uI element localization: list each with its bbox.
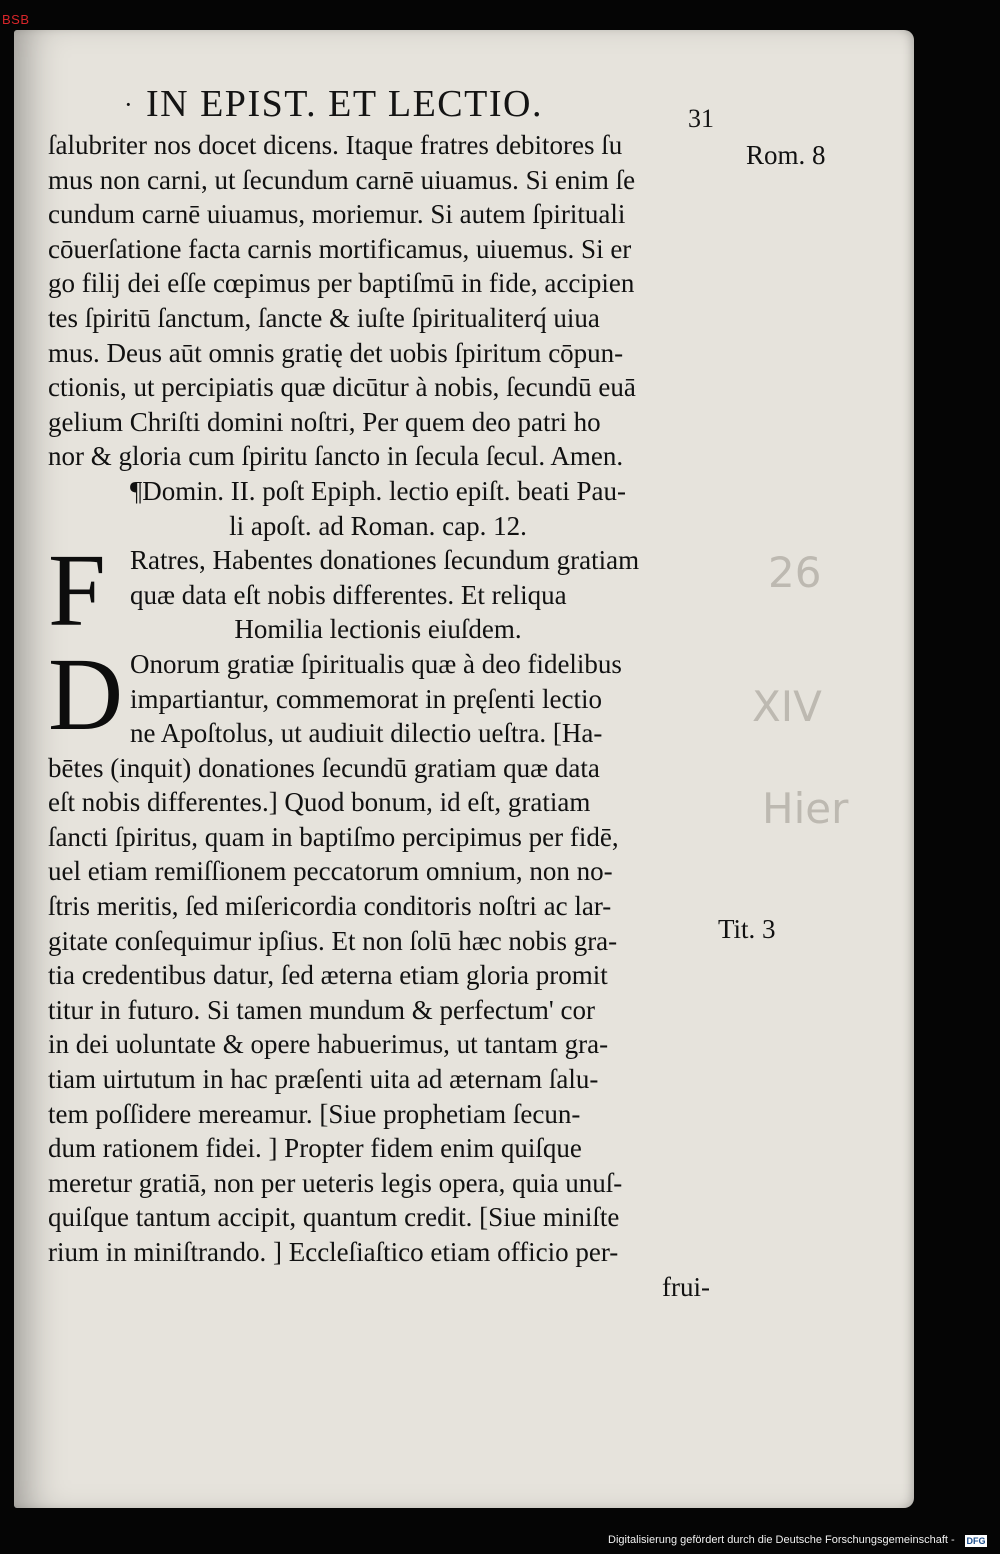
text-line: tiam uirtutum in hac præſenti uita ad æternam ſalu- xyxy=(48,1064,599,1095)
text-line: cundum carnē uiuamus, moriemur. Si autem ſpirituali xyxy=(48,199,626,230)
text-line: gitate conſequimur ipſius. Et non ſolū hæc nobis gra- xyxy=(48,925,618,956)
text-line: mus. Deus aūt omnis gratię det uobis ſpiritum cōpun- xyxy=(48,337,624,368)
lection-heading: ¶Domin. II. poſt Epiph. lectio epiſt. beati Pau- xyxy=(130,475,626,506)
text-line: rium in miniſtrando. ] Eccleſiaſtico etiam officio per- xyxy=(48,1237,619,1267)
text-line: tem poſſidere mereamur. [Siue prophetiam ſecun- xyxy=(48,1098,581,1129)
dfg-logo: DFG xyxy=(966,1536,986,1546)
folio-number: 31 xyxy=(688,104,714,133)
text-line: titur in futuro. Si tamen mundum & perfectum' cor xyxy=(48,994,596,1025)
text-line: quiſque tantum accipit, quantum credit. [Siue miniſte xyxy=(48,1202,620,1233)
text-line: uel etiam remiſſionem peccatorum omnium, non no- xyxy=(48,856,613,887)
pencil-note: XIV xyxy=(752,682,822,731)
text-line: Onorum gratiæ ſpiritualis quæ à deo fidelibus xyxy=(130,648,622,679)
text-line: ne Apoſtolus, ut audiuit dilectio ueſtra. [Ha- xyxy=(130,718,603,749)
text-line: gelium Chriſti domini noſtri, Per quem deo patri ho xyxy=(48,406,601,437)
text-line: eſt nobis differentes.] Quod bonum, id eſt, gratiam xyxy=(48,787,591,818)
text-line: cōuerſatione facta carnis mortificamus, uiuemus. Si er xyxy=(48,233,632,264)
catchword: frui- xyxy=(662,1271,710,1302)
text-line: ſalubriter nos docet dicens. Itaque fratres debitores ſu xyxy=(48,130,623,160)
drop-capital-d: D xyxy=(48,636,124,752)
pencil-note: 26 xyxy=(768,548,822,597)
text-line: ſtris meritis, ſed miſericordia conditoris noſtri ac lar- xyxy=(48,891,612,922)
text-line: Ratres, Habentes donationes ſecundum gratiam xyxy=(130,545,640,576)
text-line: tia credentibus datur, ſed æterna etiam gloria promit xyxy=(48,960,608,991)
main-text-block xyxy=(48,128,748,1304)
marginal-reference-rom: Rom. 8 xyxy=(746,140,826,170)
library-mark: BSB xyxy=(2,12,30,27)
text-line: dum rationem fidei. ] Propter fidem enim quiſque xyxy=(48,1133,582,1164)
drop-capital-f: F xyxy=(48,533,106,649)
text-line: impartiantur, commemorat in pręſenti lectio xyxy=(130,683,603,714)
text-line: ſancti ſpiritus, quam in baptiſmo percipimus per fidē, xyxy=(48,821,619,852)
text-line: in dei uoluntate & opere habuerimus, ut tantam gra- xyxy=(48,1029,609,1060)
footer-credit: Digitalisierung gefördert durch die Deutsche Forschungsgemeinschaft - xyxy=(608,1534,955,1546)
running-head-title: IN EPIST. ET LECTIO. xyxy=(146,83,543,125)
initial-paragraph-d xyxy=(48,636,748,752)
text-line: nor & gloria cum ſpiritu ſancto in ſecula ſecul. Amen. xyxy=(48,441,624,472)
marginal-reference-tit: Tit. 3 xyxy=(718,914,776,944)
text-line: bētes (inquit) donationes ſecundū gratiam quæ data xyxy=(48,752,600,783)
lection-heading: li apoſt. ad Roman. cap. 12. xyxy=(229,510,527,541)
text-line: quæ data eſt nobis differentes. Et reliqua xyxy=(130,579,567,610)
header-dot: · xyxy=(124,90,135,119)
text-line: mus non carni, ut ſecundum carnē uiuamus. Si enim ſe xyxy=(48,164,636,195)
text-line: tes ſpiritū ſanctum, ſancte & iuſte ſpiritualiterq́ uiua xyxy=(48,302,600,333)
text-line: meretur gratiā, non per ueteris legis opera, quia unuſ- xyxy=(48,1167,623,1198)
homily-heading: Homilia lectionis eiuſdem. xyxy=(234,614,522,645)
text-line: go filij dei eſſe cœpimus per baptiſmū in fide, accipien xyxy=(48,268,635,299)
text-line: ctionis, ut percipiatis quæ dicūtur à nobis, ſecundū euā xyxy=(48,372,636,403)
running-head xyxy=(124,82,606,126)
pencil-note: Hier xyxy=(762,784,849,833)
